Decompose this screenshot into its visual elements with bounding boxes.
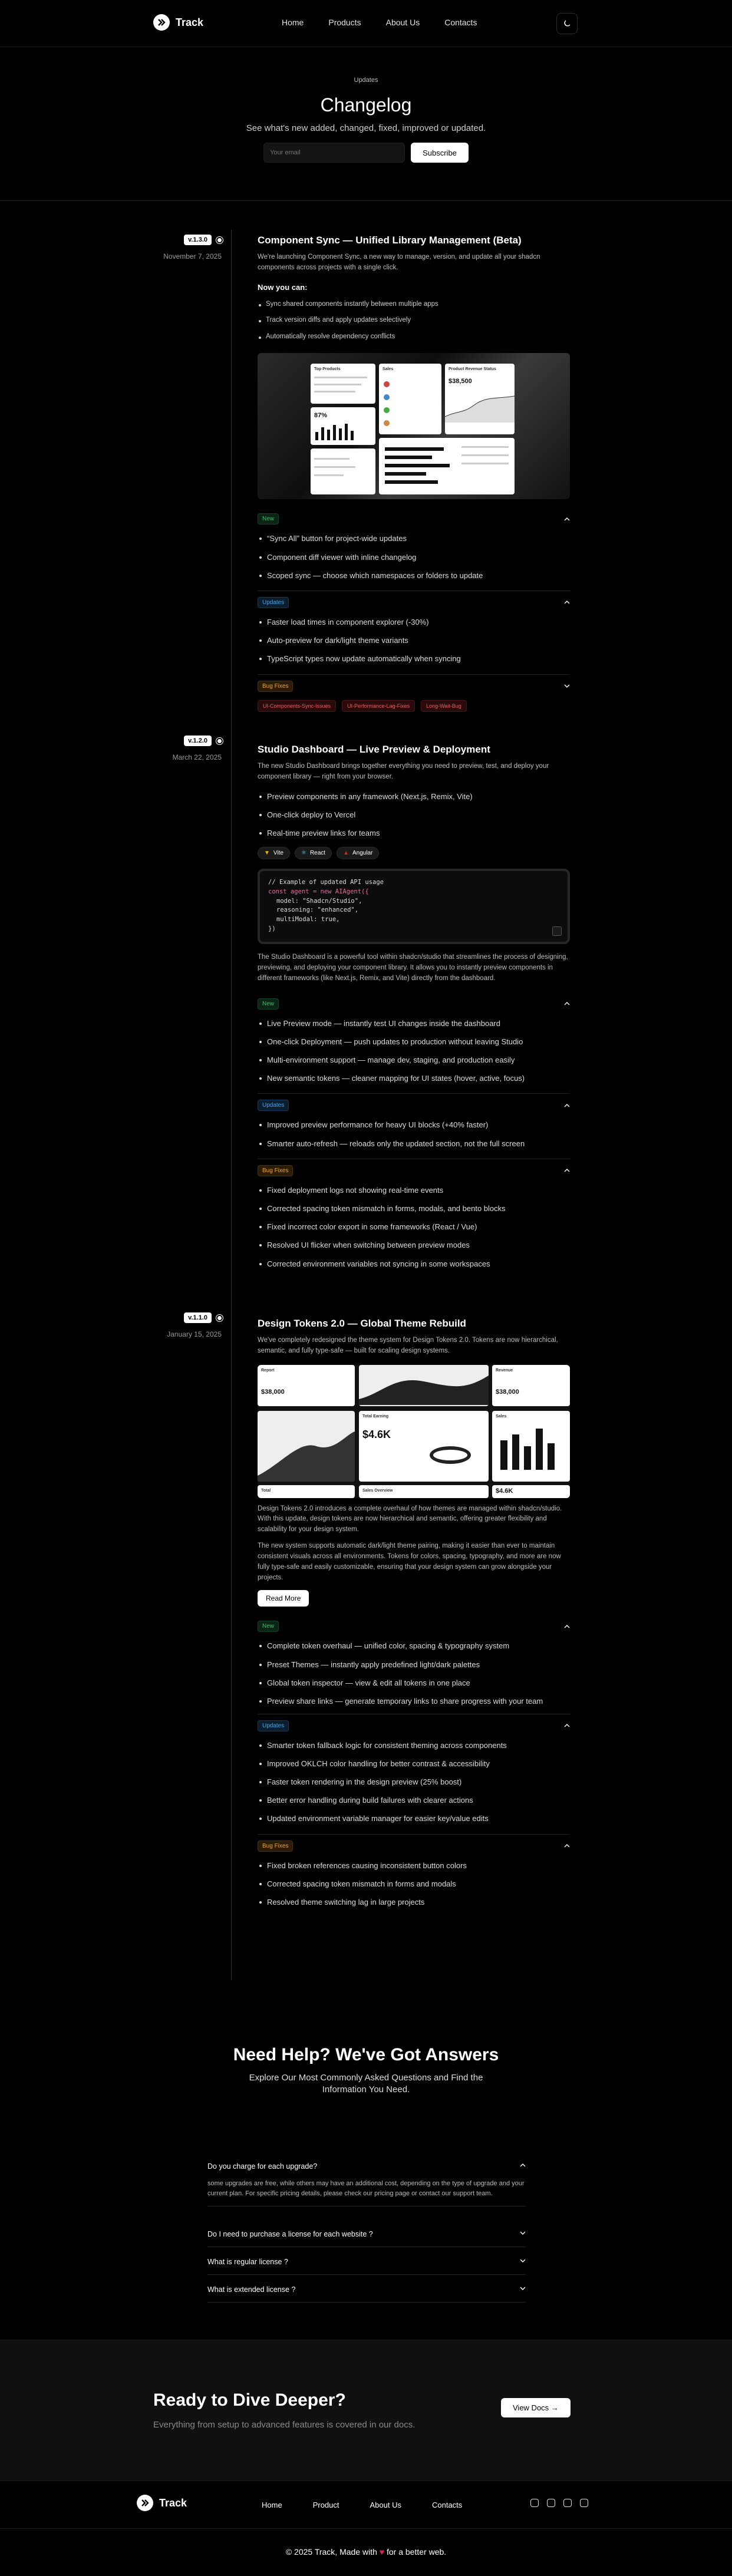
list-item: Smarter token fallback logic for consistent theming across components — [258, 1736, 570, 1754]
copyright: © 2025 Track, Made with ♥ for a better web. — [285, 2547, 447, 2557]
framework-chip[interactable]: ▼ Vite — [258, 847, 290, 859]
release-title: Component Sync — Unified Library Management (Beta) — [258, 235, 522, 246]
preview-card: Report $38,000 — [258, 1365, 355, 1406]
nav-home[interactable]: Home — [282, 18, 304, 27]
faq-item — [207, 2277, 526, 2303]
preview-card: 87% — [311, 407, 375, 445]
list-item: Component diff viewer with inline changelog — [258, 548, 570, 566]
list-item: Corrected spacing token mismatch in forms and modals — [258, 1875, 570, 1893]
faq-item — [207, 2222, 526, 2247]
code-line: }) — [268, 925, 276, 932]
footer-nav-product[interactable]: Product — [312, 2501, 339, 2509]
cta-subtitle: Everything from setup to advanced features is covered in our docs. — [153, 2420, 416, 2430]
subscribe-button[interactable]: Subscribe — [411, 143, 469, 163]
header — [0, 0, 732, 47]
nav-about[interactable]: About Us — [385, 18, 420, 27]
section-new-toggle[interactable] — [258, 507, 570, 525]
chevron-down-icon — [520, 2285, 526, 2291]
updates-tag: Updates — [258, 1100, 289, 1111]
release-body: The Studio Dashboard is a powerful tool within shadcn/studio that streamlines the process of designing, previewing, and deploying your component library. It allows you to instantly preview components in different frameworks (like Next.js, Remix, and Vite) directly from the dashboard. — [258, 954, 568, 982]
cta-section — [0, 2340, 732, 2481]
footer-nav-about[interactable]: About Us — [370, 2501, 401, 2509]
release-entry — [258, 235, 570, 712]
email-input[interactable] — [263, 143, 405, 163]
chevron-up-icon — [564, 1723, 570, 1729]
main-nav — [282, 18, 477, 27]
release-date: January 15, 2025 — [167, 1330, 222, 1338]
timeline-line — [231, 230, 232, 1980]
social-links — [530, 2499, 588, 2507]
code-line: model: "Shadcn/Studio", — [276, 897, 362, 905]
brand-logo[interactable] — [153, 14, 203, 31]
list-item: “Sync All” button for project-wide updates — [258, 529, 570, 547]
hero-kicker: Updates — [354, 77, 378, 84]
read-more-button[interactable]: Read More — [258, 1590, 309, 1607]
hero — [0, 77, 732, 163]
list-item: Multi-environment support — manage dev, staging, and production easily — [258, 1051, 570, 1069]
release-body: The new system supports automatic dark/light theme pairing, making it easier than ever to maintain consistent visuals across all environments. Tokens for colors, spacing, typography, and more are now fully type-safe and easily customizable, ensuring that your design system can grow alongside your projects. — [258, 1542, 561, 1581]
preview-card: Total — [258, 1485, 355, 1498]
preview-card: Sales Overview — [359, 1485, 489, 1498]
release-date: March 22, 2025 — [172, 753, 222, 761]
section-updates-toggle[interactable] — [258, 591, 570, 608]
version-badge: v.1.2.0 — [184, 735, 212, 746]
heart-icon: ♥ — [379, 2547, 385, 2557]
framework-chip[interactable]: ⚛ React — [295, 847, 332, 859]
list-item: Corrected spacing token mismatch in forms, modals, and bento blocks — [258, 1199, 570, 1218]
list-item: Improved OKLCH color handling for better contrast & accessibility — [258, 1754, 570, 1773]
brand-name: Track — [176, 16, 204, 28]
list-item: Fixed broken references causing inconsistent button colors — [258, 1856, 570, 1875]
list-item: Corrected environment variables not syncing in some workspaces — [258, 1255, 570, 1273]
release-entry — [258, 1318, 570, 1911]
release-preview-image — [258, 353, 570, 499]
list-item: Live Preview mode — instantly test UI changes inside the dashboard — [258, 1014, 570, 1033]
chevron-up-icon — [564, 1624, 570, 1630]
section-fixes-toggle[interactable] — [258, 1159, 570, 1176]
chevron-down-icon — [564, 683, 570, 689]
version-marker — [184, 1312, 219, 1323]
facebook-icon[interactable] — [530, 2499, 539, 2507]
list-item: Fixed incorrect color export in some frameworks (React / Vue) — [258, 1218, 570, 1236]
fixes-tag: Bug Fixes — [258, 681, 293, 692]
chevron-up-icon — [564, 1103, 570, 1109]
preview-card: Revenue $38,000 — [492, 1365, 570, 1406]
list-item: Complete token overhaul — unified color, spacing & typography system — [258, 1637, 570, 1655]
react-icon: ⚛ — [301, 850, 306, 857]
new-list — [258, 529, 570, 585]
new-list — [258, 1014, 570, 1088]
instagram-icon[interactable] — [547, 2499, 555, 2507]
release-description: The new Studio Dashboard brings together everything you need to preview, test, and deploy your component library — right from your browser. — [258, 763, 549, 780]
feature-list — [258, 787, 570, 843]
faq-question[interactable]: What is extended license ? — [207, 2277, 526, 2302]
list-item: Resolved theme switching lag in large projects — [258, 1893, 570, 1911]
faq-subtitle: Explore Our Most Commonly Asked Questions and Find the Information You Need. — [249, 2073, 483, 2095]
footer-nav-home[interactable]: Home — [262, 2501, 282, 2509]
code-line: const agent = new AIAgent({ — [268, 888, 369, 895]
page-title: Changelog — [320, 94, 412, 116]
list-item: Improved preview performance for heavy UI blocks (+40% faster) — [258, 1116, 570, 1134]
list-item: One-click deploy to Vercel — [258, 806, 570, 824]
new-tag: New — [258, 998, 279, 1010]
chevron-up-icon — [520, 2162, 526, 2168]
section-updates-toggle[interactable] — [258, 1093, 570, 1111]
preview-card — [379, 438, 515, 494]
chevron-up-icon — [564, 599, 570, 605]
faq-header — [0, 2045, 732, 2096]
chevron-up-icon — [564, 516, 570, 522]
updates-list — [258, 613, 570, 668]
section-fixes-toggle[interactable] — [258, 1834, 570, 1852]
angular-icon: ▲ — [343, 850, 349, 857]
list-item: Preset Themes — instantly apply predefined light/dark palettes — [258, 1655, 570, 1674]
new-tag: New — [258, 513, 279, 525]
list-item: Faster load times in component explorer (-30%) — [258, 613, 570, 631]
youtube-icon[interactable] — [580, 2499, 588, 2507]
preview-card: Total Earning $4.6K — [359, 1411, 489, 1482]
logo-icon — [137, 2495, 153, 2511]
fixes-tag: Bug Fixes — [258, 1841, 293, 1852]
release-title: Design Tokens 2.0 — Global Theme Rebuild — [258, 1318, 466, 1329]
fix-tag: Long-Wait-Bug — [421, 700, 467, 712]
release-description: We're launching Component Sync, a new way to manage, version, and update all your shadcn components across projects with a single click. — [258, 253, 540, 271]
release-body: Design Tokens 2.0 introduces a complete overhaul of how themes are managed within shadcn/studio. With this update, design tokens are now hierarchical and semantic, offering greater flexibility and scalability for your design system. — [258, 1505, 562, 1533]
faq-question[interactable]: Do you charge for each upgrade? — [207, 2154, 526, 2179]
release-preview-image — [258, 1365, 570, 1498]
fixes-list — [258, 1181, 570, 1273]
copy-icon[interactable] — [552, 926, 562, 936]
section-new-toggle[interactable] — [258, 1615, 570, 1632]
moon-icon — [563, 19, 571, 28]
list-item: Sync shared components instantly between multiple apps — [258, 296, 570, 313]
version-marker — [184, 735, 219, 746]
faq-item — [207, 2154, 526, 2206]
updates-tag: Updates — [258, 1720, 289, 1731]
list-item: Better error handling during build failures with clearer actions — [258, 1791, 570, 1809]
release-entry — [258, 744, 570, 1273]
section-fixes-toggle[interactable] — [258, 674, 570, 692]
version-badge: v.1.1.0 — [184, 1312, 212, 1323]
chevron-up-icon — [564, 1843, 570, 1849]
theme-toggle-button[interactable] — [556, 13, 578, 34]
list-item: Auto-preview for dark/light theme variants — [258, 631, 570, 649]
faq-answer: some upgrades are free, while others may have an additional cost, depending on the type of upgrade and your current plan. For specific pricing details, please check our pricing page or contact our support team. — [207, 2180, 525, 2198]
preview-card — [359, 1365, 489, 1406]
release-title: Studio Dashboard — Live Preview & Deployment — [258, 744, 490, 755]
fix-tags — [258, 700, 570, 712]
twitter-icon[interactable] — [563, 2499, 572, 2507]
view-docs-button[interactable]: View Docs → — [501, 2398, 571, 2417]
footer-logo[interactable] — [137, 2495, 187, 2511]
logo-icon — [153, 14, 170, 31]
timeline-dot — [216, 1315, 223, 1321]
vite-icon: ▼ — [264, 850, 270, 857]
list-item: Preview components in any framework (Next.js, Remix, Vite) — [258, 787, 570, 806]
hero-subtitle: See what's new added, changed, fixed, improved or updated. — [246, 123, 486, 133]
timeline-dot — [216, 237, 223, 243]
fix-tag: UI-Components-Sync-Issues — [258, 700, 336, 712]
divider — [0, 2528, 732, 2529]
divider — [0, 200, 732, 201]
nav-products[interactable]: Products — [328, 18, 361, 27]
updates-list — [258, 1736, 570, 1828]
footer-nav — [262, 2501, 462, 2509]
preview-card — [311, 448, 375, 494]
fixes-tag: Bug Fixes — [258, 1165, 293, 1176]
section-heading: Now you can: — [258, 282, 308, 292]
section-updates-toggle[interactable] — [258, 1714, 570, 1731]
new-list — [258, 1637, 570, 1707]
list-item: Track version diffs and apply updates selectively — [258, 312, 570, 329]
release-date: November 7, 2025 — [163, 252, 222, 260]
preview-card: Sales — [379, 364, 441, 434]
subscribe-form — [0, 143, 732, 163]
nav-contacts[interactable]: Contacts — [444, 18, 477, 27]
list-item: Smarter auto-refresh — reloads only the updated section, not the full screen — [258, 1134, 570, 1153]
fix-tag: UI-Performance-Lag-Fixes — [342, 700, 415, 712]
list-item: Automatically resolve dependency conflicts — [258, 329, 570, 345]
faq-question[interactable]: Do I need to purchase a license for each website ? — [207, 2222, 526, 2247]
preview-card: Sales — [492, 1411, 570, 1482]
fixes-list — [258, 1856, 570, 1912]
code-line: multiModal: true, — [276, 916, 340, 923]
list-item: Real-time preview links for teams — [258, 824, 570, 842]
preview-card: Product Revenue Status $38,500 — [445, 364, 515, 434]
list-item: Preview share links — generate temporary links to share progress with your team — [258, 1692, 570, 1708]
cta-title: Ready to Dive Deeper? — [153, 2390, 346, 2410]
preview-card — [258, 1411, 355, 1482]
updates-tag: Updates — [258, 597, 289, 608]
timeline-dot — [216, 738, 223, 744]
framework-chip[interactable]: ▲ Angular — [337, 847, 379, 859]
updates-list — [258, 1116, 570, 1152]
chevron-down-icon — [520, 2230, 526, 2236]
list-item: TypeScript types now update automatically when syncing — [258, 649, 570, 668]
feature-list — [258, 296, 570, 345]
code-snippet — [258, 869, 570, 944]
version-badge: v.1.3.0 — [184, 235, 212, 245]
preview-card: $4.6K — [492, 1485, 570, 1498]
section-new-toggle[interactable] — [258, 992, 570, 1010]
chevron-up-icon — [564, 1001, 570, 1007]
chevron-down-icon — [520, 2258, 526, 2264]
list-item: One-click Deployment — push updates to production without leaving Studio — [258, 1033, 570, 1051]
list-item: New semantic tokens — cleaner mapping for UI states (hover, active, focus) — [258, 1069, 570, 1087]
preview-card: Top Products — [311, 364, 375, 404]
list-item: Scoped sync — choose which namespaces or folders to update — [258, 566, 570, 585]
list-item: Global token inspector — view & edit all tokens in one place — [258, 1674, 570, 1692]
list-item: Fixed deployment logs not showing real-time events — [258, 1181, 570, 1199]
framework-list — [258, 847, 570, 859]
brand-name: Track — [159, 2496, 187, 2509]
faq-title: Need Help? We've Got Answers — [233, 2045, 499, 2064]
faq-question[interactable]: What is regular license ? — [207, 2250, 526, 2274]
footer-nav-contacts[interactable]: Contacts — [431, 2501, 463, 2509]
new-tag: New — [258, 1621, 279, 1632]
chevron-up-icon — [564, 1167, 570, 1173]
version-marker — [184, 235, 219, 245]
code-line: // Example of updated API usage — [268, 879, 384, 886]
list-item: Faster token rendering in the design preview (25% boost) — [258, 1773, 570, 1791]
list-item: Resolved UI flicker when switching between preview modes — [258, 1236, 570, 1254]
list-item: Updated environment variable manager for easier key/value edits — [258, 1809, 570, 1828]
code-line: reasoning: "enhanced", — [276, 906, 359, 914]
faq-item — [207, 2250, 526, 2275]
release-description: We've completely redesigned the theme system for Design Tokens 2.0. Tokens are now hierarchical, semantic, and fully type-safe — built for scaling design systems. — [258, 1337, 558, 1354]
